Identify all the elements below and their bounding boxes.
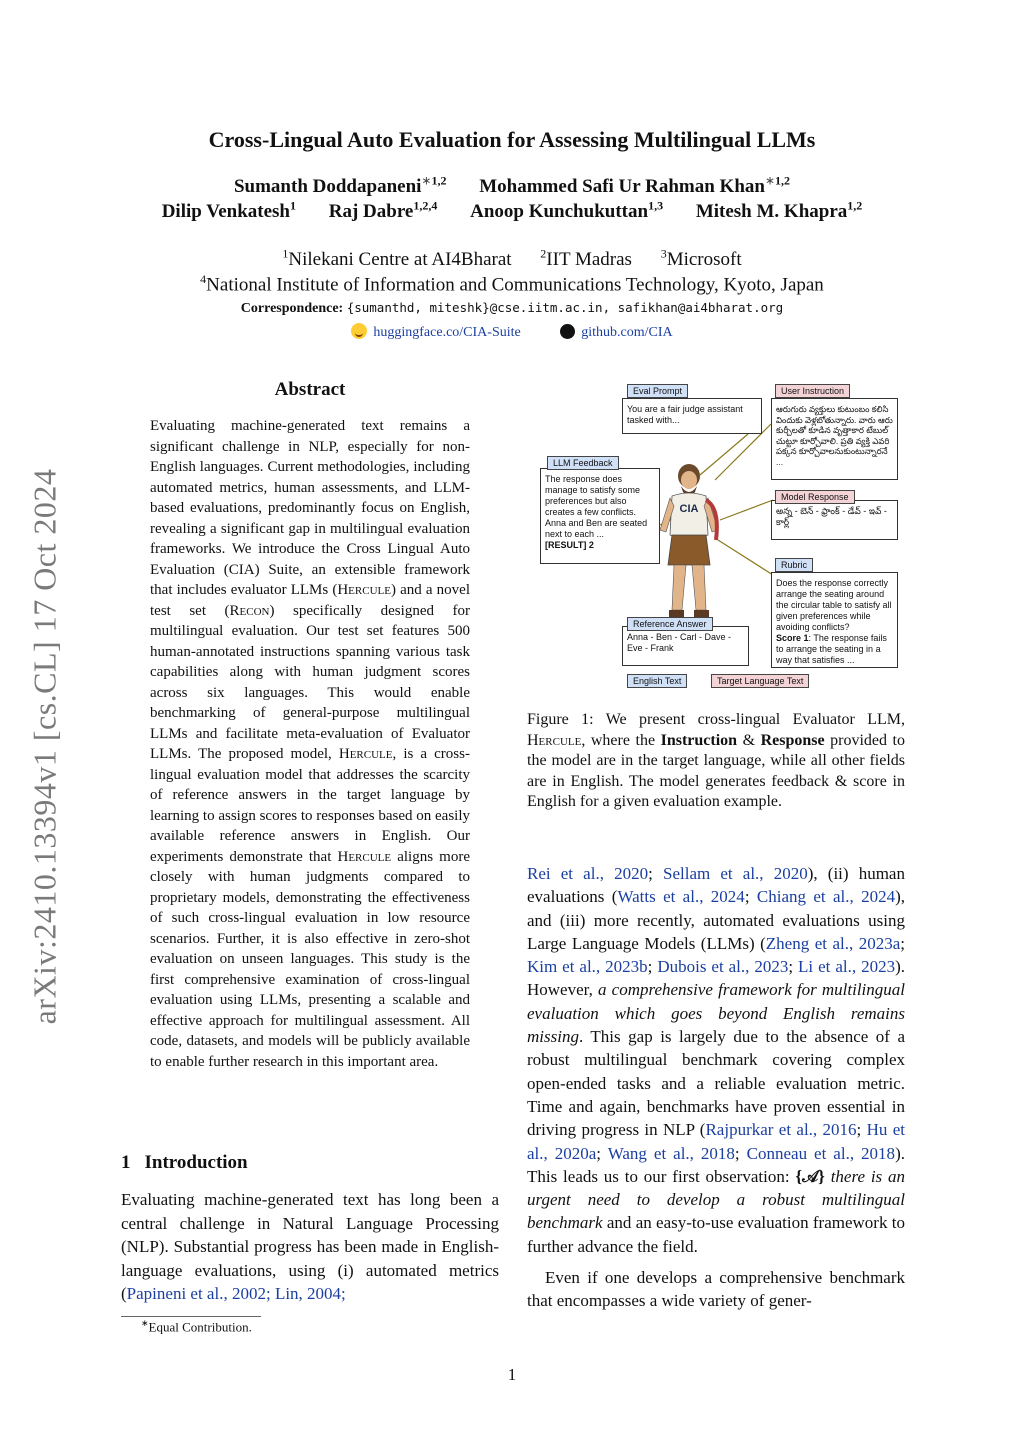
intro-paragraph-continued: Rei et al., 2020; Sellam et al., 2020), (ii) human evaluations (Watts et al., 2024; Chiang et al., 2024), and (iii) more recently, automated evaluations using Large Language Models (LLMs) (Zheng et al., 2023a; Kim et al., 2023b; Dubois et al., 2023; Li et al., 2023). However, a comprehensive framework for multilingual evaluation which goes beyond English remains missing. This gap is largely due to the absence of a robust multilingual benchmark covering complex open-ended tasks and a reliable evaluation metric. Time and again, benchmarks have proven essential in driving progress in NLP (Rajpurkar et al., 2016; Hu et al., 2020a; Wang et al., 2018; Conneau et al., 2018). This leads us to our first observation: {𝒜} there is an urgent need to develop a robust multilingual benchmark and an easy-to-use evaluation framework to further advance the field. xyxy=(527,864,906,1256)
eval-prompt-text: You are a fair judge assistant tasked with... xyxy=(627,404,743,425)
citation-link[interactable]: Kim et al., 2023b xyxy=(527,957,648,977)
correspondence-label: Correspondence: xyxy=(240,301,344,316)
abstract-heading: Abstract xyxy=(274,379,346,400)
rubric-text: Does the response correctly arrange the seating around the circular table to satisfy all given preferences while avoiding conflicts? xyxy=(776,578,892,632)
github-icon xyxy=(560,324,575,339)
citation-link[interactable]: Watts et al., 2024 xyxy=(617,887,745,907)
rubric-score-label: Score 1 xyxy=(776,633,809,643)
hercule-mascot-illustration xyxy=(654,460,724,630)
citation-link[interactable]: Zheng et al., 2023a xyxy=(765,933,901,953)
legend-target-language-text: Target Language Text xyxy=(711,674,809,688)
figure-1 xyxy=(530,380,910,690)
affiliation-line-1 xyxy=(0,247,1024,271)
author: Anoop Kunchukuttan$^{1,3}$ xyxy=(470,199,664,223)
user-instruction-text: ఆరుగురు వ్యక్తులు కుటుంబం కలిసి విందుకు వెళ్లబోతున్నారు. వారు ఆరు కుర్చీలతో కూడిన వృత్తాకార టేబుల్ చుట్టూ కూర్చోవాలి. ప్రతి వ్యక్తి ఎవరి పక్కన కూర్చోవాలనుకుంటున్నారనే ... xyxy=(776,404,893,467)
reference-answer-box xyxy=(622,626,749,666)
intro-paragraph-2: Even if one develops a comprehensive benchmark that encompasses a wide variety of gener- xyxy=(527,1268,905,1311)
github-link[interactable]: github.com/CIA xyxy=(560,325,672,340)
affiliation: $^2$IIT Madras xyxy=(540,247,632,271)
author: Mohammed Safi Ur Rahman Khan$^{∗1,2}$ xyxy=(479,174,791,198)
llm-feedback-label: LLM Feedback xyxy=(547,456,619,470)
model-response-box xyxy=(771,500,898,540)
citation-link[interactable]: Rei et al., 2020 xyxy=(527,864,649,883)
affiliation: $^3$Microsoft xyxy=(660,247,742,271)
arxiv-identifier: arXiv:2410.13394v1 [cs.CL] 17 Oct 2024 xyxy=(26,468,63,1025)
citation-link[interactable]: Papineni et al., 2002 xyxy=(126,1284,266,1303)
paper-title: Cross-Lingual Auto Evaluation for Assessing Multilingual LLMs xyxy=(208,127,816,152)
introduction-paragraph: Evaluating machine-generated text has long been a central challenge in Natural Language Processing (NLP). Substantial progress has been made in English-language evaluations, using (i) automated metrics (Papineni et al., 2002; Lin, 2004; xyxy=(121,1190,499,1303)
footnote-rule xyxy=(121,1316,261,1317)
llm-feedback-text: The response does manage to satisfy some preferences but also creates a few conflicts. Anna and Ben are seated next to each ... xyxy=(545,474,648,539)
legend-english-text: English Text xyxy=(627,674,687,688)
citation-link[interactable]: Rajpurkar et al., 2016 xyxy=(705,1120,857,1140)
citation-link[interactable]: Sellam et al., 2020 xyxy=(663,864,808,883)
citation-link[interactable]: Wang et al., 2018 xyxy=(607,1143,735,1163)
eval-prompt-box xyxy=(622,398,762,434)
citation-link[interactable]: Lin, 2004 xyxy=(274,1284,342,1303)
citation-link[interactable]: Chiang et al., 2024 xyxy=(756,887,896,907)
reference-answer-label: Reference Answer xyxy=(627,617,713,631)
citation-link[interactable]: Dubois et al., 2023 xyxy=(657,957,789,977)
affiliation-line-2: $^4$National Institute of Information and Communications Technology, Kyoto, Japan xyxy=(200,272,824,296)
huggingface-link[interactable]: huggingface.co/CIA-Suite xyxy=(351,325,520,340)
author: Raj Dabre$^{1,2,4}$ xyxy=(328,199,438,223)
eval-prompt-label: Eval Prompt xyxy=(627,384,688,398)
affiliation: $^1$Nilekani Centre at AI4Bharat xyxy=(282,247,512,271)
llm-feedback-result: [RESULT] 2 xyxy=(545,540,594,550)
figure-1-caption: Figure 1: We present cross-lingual Evaluator LLM, Hercule, where the Instruction & Response provided to the model are in the target language, while all other fields are in English. The model generates feedback & score in English for a given evaluation example. xyxy=(527,711,905,810)
author: Sumanth Doddapaneni$^{∗1,2}$ xyxy=(233,174,447,198)
model-response-label: Model Response xyxy=(775,490,855,504)
correspondence xyxy=(0,300,1024,317)
page-number: 1 xyxy=(507,1365,517,1384)
citation-link[interactable]: Hu et al., 2020a xyxy=(527,1120,906,1163)
rubric-score-text: : The response fails to arrange the seating in a way that satisfies ... xyxy=(776,633,887,665)
right-column-body xyxy=(527,862,905,1313)
mascot-badge: CIA xyxy=(679,503,699,515)
author-line-2 xyxy=(0,199,1024,223)
resource-links xyxy=(0,323,1024,341)
author: Mitesh M. Khapra$^{1,2}$ xyxy=(695,199,863,223)
reference-answer-text: Anna - Ben - Carl - Dave - Eve - Frank xyxy=(627,632,732,653)
author-line-1 xyxy=(0,174,1024,198)
user-instruction-box xyxy=(771,398,898,480)
section-heading-introduction: 1 Introduction xyxy=(121,1152,248,1173)
rubric-box xyxy=(771,572,898,668)
footnote: ∗Equal Contribution. xyxy=(141,1318,252,1335)
author: Dilip Venkatesh$^1$ xyxy=(161,199,296,223)
user-instruction-label: User Instruction xyxy=(775,384,850,398)
abstract-body: Evaluating machine-generated text remains a significant challenge in NLP, especially for non-English languages. Current methodologies, including automated metrics, human assessments, and LLM-based evaluations, predominantly focus on English, revealing a significant gap in multilingual evaluation frameworks. We introduce the Cross Lingual Auto Evaluation (CIA) Suite, an extensible framework that includes evaluator LLMs (Hercule) and a novel test set (Recon) specifically designed for multilingual evaluation. Our test set features 500 human-annotated instructions spanning various task capabilities along with human judgment scores across six languages. This would enable benchmarking of general-purpose multilingual LLMs and facilitate meta-evaluation of Evaluator LLMs. The proposed model, Hercule, is a cross-lingual evaluation model that addresses the scarcity of reference answers in the target language by learning to assign scores to responses based on easily available reference answers in English. Our experiments demonstrate that Hercule aligns more closely with human judgments compared to proprietary models, demonstrating the effectiveness of such cross-lingual evaluation in low resource scenarios. Further, it is also effective in zero-shot evaluation on unseen languages. This study is the first comprehensive examination of cross-lingual evaluation using LLMs, presenting a scalable and effective approach for multilingual assessment. All code, datasets, and models will be publicly available to enable further research in this important area. xyxy=(150,418,471,1070)
correspondence-emails[interactable]: {sumanthd, miteshk}@cse.iitm.ac.in, safikhan@ai4bharat.org xyxy=(346,300,784,315)
citation-link[interactable]: Conneau et al., 2018 xyxy=(746,1143,896,1163)
rubric-label: Rubric xyxy=(775,558,813,572)
llm-feedback-box xyxy=(540,468,660,564)
huggingface-icon xyxy=(351,323,367,339)
citation-link[interactable]: Li et al., 2023 xyxy=(798,957,896,977)
model-response-text: అన్న - బెన్ - ఫ్రాంక్ - డేవ్ - ఇవ్ - కార్ల్ xyxy=(776,506,887,527)
